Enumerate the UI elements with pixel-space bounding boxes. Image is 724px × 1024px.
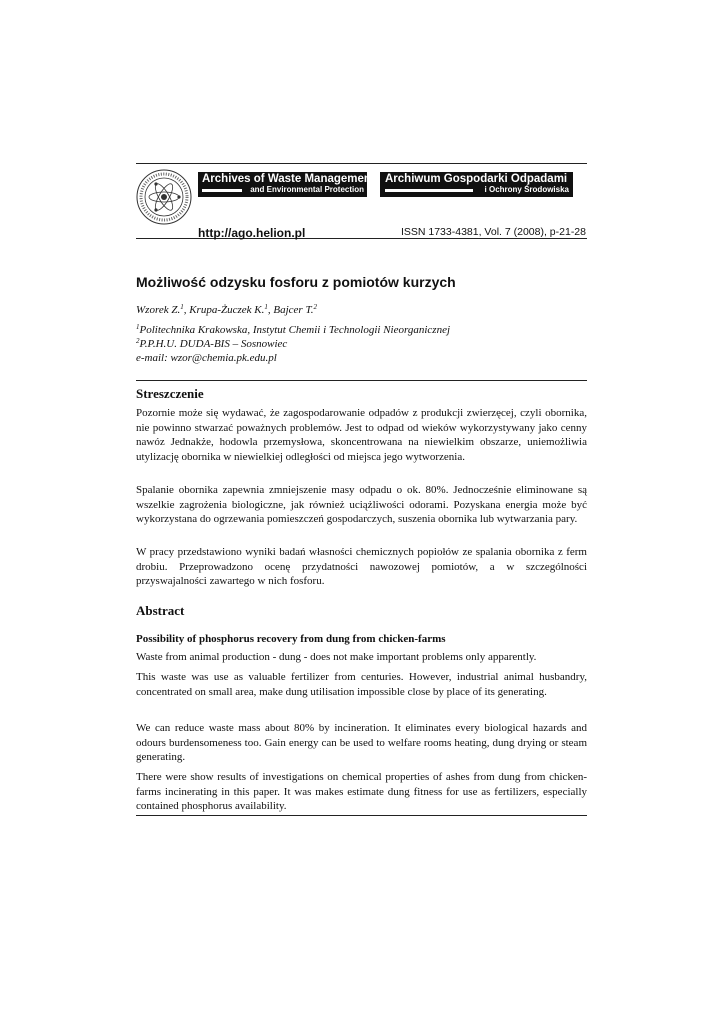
journal-title-en-line1: Archives of Waste Management — [202, 173, 375, 185]
streszczenie-heading: Streszczenie — [136, 386, 204, 401]
author-separator: , — [267, 304, 274, 316]
affiliation-mark: 1 — [136, 323, 140, 331]
abstract-paragraph: This waste was use as valuable fertilizer from centuries. However, industrial animal husbandry, concentrated on small area, make dung utilisation impossible close by place of its generating. — [136, 671, 587, 698]
author-email: e-mail: wzor@chemia.pk.edu.pl — [136, 352, 277, 364]
streszczenie-paragraph: Pozornie może się wydawać, że zagospodarowanie odpadów z produkcji zwierzęcej, czyli obornika, nie powinno stwarzać poważnych problemów. Jest to odpad od wieków wykorzystywany jako cenny nawóz Jednakże, hodowla przemysłowa, skoncentrowana na niewielkim obszarze, uniemożliwia utylizację obornika w niewielkiej odległości od miejsca jego wytworzenia. — [136, 407, 587, 463]
journal-title-pl-line1: Archiwum Gospodarki Odpadami — [385, 173, 568, 185]
author-name: Wzorek Z. — [136, 304, 181, 316]
journal-title-en — [198, 172, 375, 197]
author-affiliation-mark: 2 — [313, 303, 317, 311]
author-list — [136, 304, 317, 316]
author-name: Bajcer T. — [273, 304, 314, 316]
journal-title-pl-line2: i Ochrony Środowiska — [484, 185, 569, 194]
journal-title-en-line2: and Environmental Protection — [250, 185, 364, 194]
journal-url[interactable]: http://ago.helion.pl — [198, 226, 306, 240]
author-name: Krupa-Żuczek K. — [189, 304, 265, 316]
journal-seal-logo — [136, 169, 192, 225]
affiliation-text: P.P.H.U. DUDA-BIS – Sosnowiec — [139, 338, 288, 350]
streszczenie-top-rule — [136, 380, 587, 381]
streszczenie-paragraph: W pracy przedstawiono wyniki badań własności chemicznych popiołów ze spalania obornika z ferm drobiu. Przeprowadzono ocenę przydatności nawozowej pomiotów, a w szczególności przyswajalności zawartego w nich fosforu. — [136, 546, 587, 587]
affiliation-mark: 2 — [136, 337, 140, 345]
author-affiliation-mark: 1 — [180, 303, 184, 311]
journal-title-pl — [380, 172, 573, 197]
abstract-paragraph: There were show results of investigations on chemical properties of ashes from dung from chicken-farms incinerating in this paper. It was makes estimate dung fitness for use as fertilizers, especially contained phosphorus availability. — [136, 771, 587, 812]
article-title: Możliwość odzysku fosforu z pomiotów kurzych — [136, 274, 456, 290]
affiliation-text: Politechnika Krakowska, Instytut Chemii i Technologii Nieorganicznej — [139, 324, 451, 336]
abstract-heading: Abstract — [136, 603, 185, 618]
abstract-paragraph: We can reduce waste mass about 80% by incineration. It eliminates every biological hazards and odours burdensomeness too. Gain energy can be used to welfare rooms heating, dung drying or steam generating. — [136, 722, 587, 763]
streszczenie-paragraph: Spalanie obornika zapewnia zmniejszenie masy odpadu o ok. 80%. Jednocześnie eliminowane są wszelkie zagrożenia biologiczne, jak również uciążliwości odorami. Pozyskana energia może być wykorzystana do ogrzewania pomieszczeń gospodarczych, suszenia obornika lub wytwarzania pary. — [136, 484, 587, 525]
abstract-paragraph: Waste from animal production - dung - does not make important problems only apparently. — [136, 651, 537, 663]
journal-title-en-bar — [202, 189, 242, 192]
header-top-rule — [136, 163, 587, 164]
issn-volume: ISSN 1733-4381, Vol. 7 (2008), p-21-28 — [400, 226, 586, 238]
author-separator: , — [183, 304, 190, 316]
abstract-bottom-rule — [136, 815, 587, 816]
journal-title-pl-bar — [385, 189, 473, 192]
affiliation-2 — [136, 338, 287, 350]
author-affiliation-mark: 1 — [264, 303, 268, 311]
affiliation-1 — [136, 324, 450, 336]
abstract-subtitle: Possibility of phosphorus recovery from dung from chicken-farms — [136, 633, 446, 645]
